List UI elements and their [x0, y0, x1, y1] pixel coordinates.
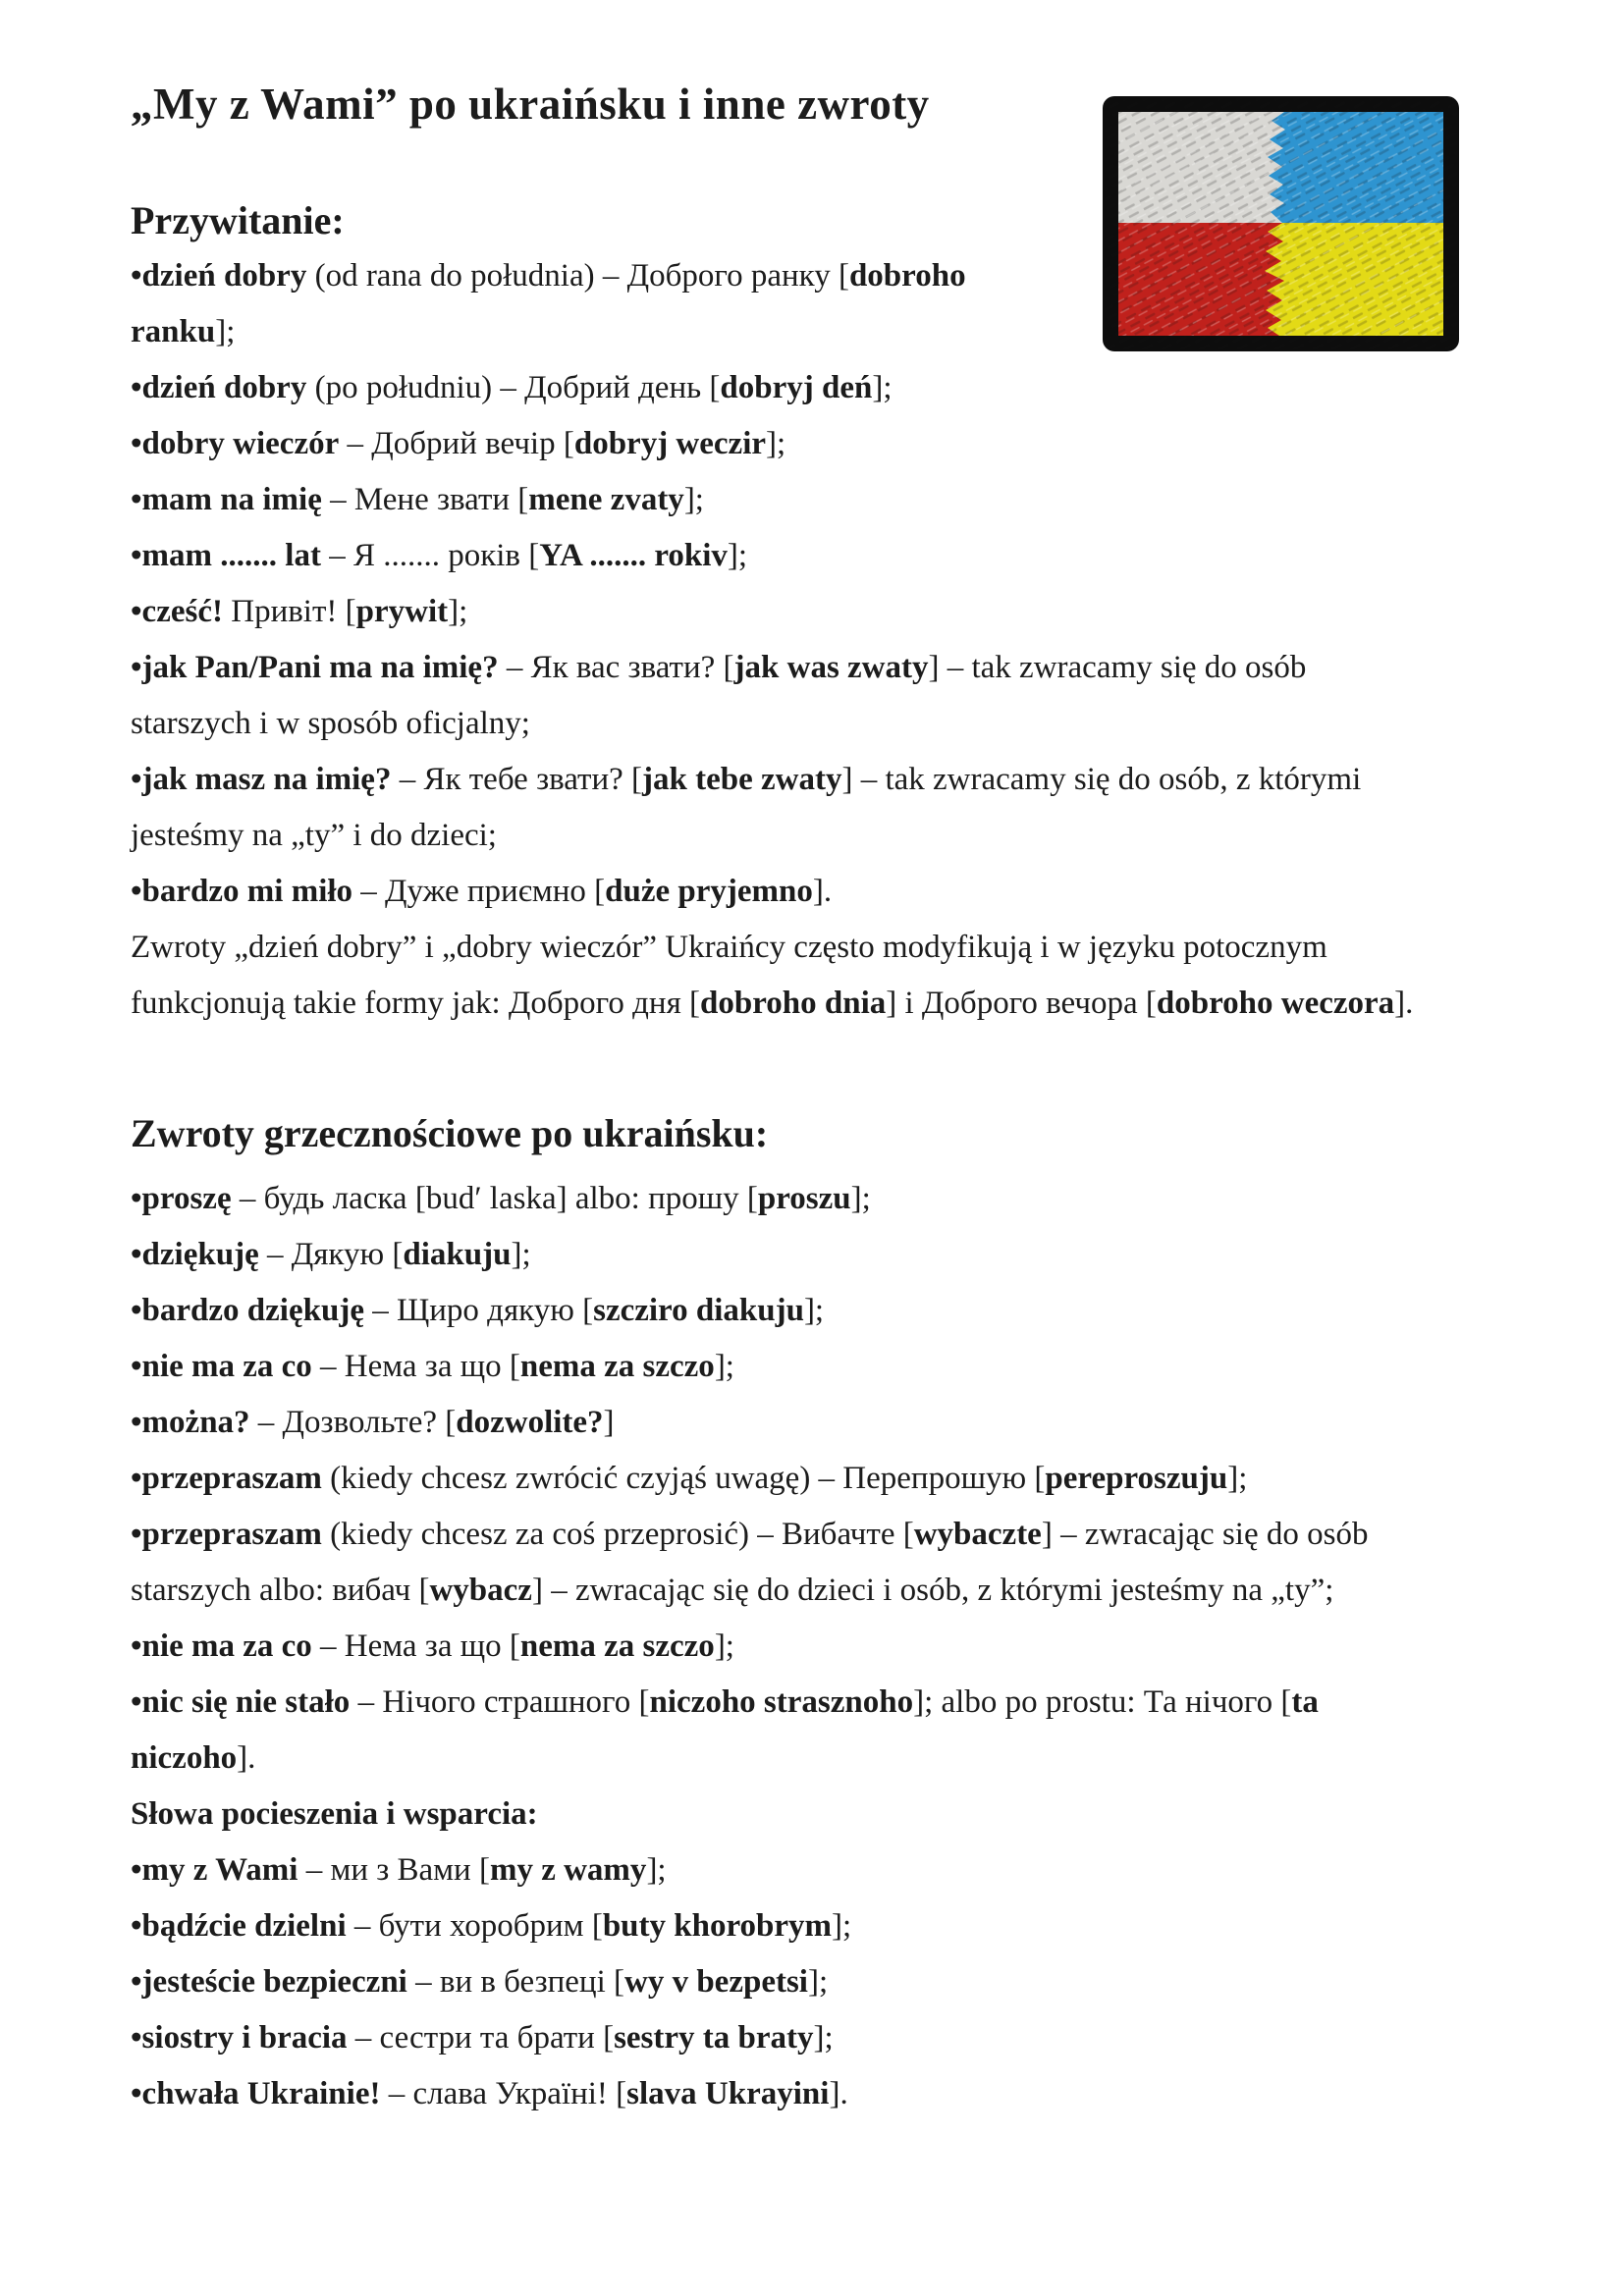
text-line: •przepraszam (kiedy chcesz zwrócić czyjąś uwagę) – Перепрошую [pereproszuju];	[131, 1461, 1248, 1496]
text-line: •dobry wieczór – Добрий вечір [dobryj weczir];	[131, 426, 786, 461]
section-zwroty-grzecznosciowe-lines	[131, 1171, 1535, 2122]
text-line: •cześć! Привіт! [prywit];	[131, 594, 468, 629]
text-line: starszych i w sposób oficjalny;	[131, 706, 530, 741]
text-line: funkcjonują takie formy jak: Доброго дня [dobroho dnia] i Доброго вечора [dobroho weczora].	[131, 986, 1414, 1021]
text-line: •nic się nie stało – Нічого страшного [niczoho strasznoho]; albo po prostu: Та нічого [ta	[131, 1684, 1319, 1720]
section-heading-zwroty-grzecznosciowe: Zwroty grzecznościowe po ukraińsku:	[131, 1111, 769, 1155]
document-title: „My z Wami” po ukraińsku i inne zwroty	[131, 80, 930, 129]
text-line: •jesteście bezpieczni – ви в безпеці [wy v bezpetsi];	[131, 1964, 829, 2000]
text-line: •siostry i bracia – сестри та брати [sestry ta braty];	[131, 2020, 834, 2056]
text-line: •dzień dobry (od rana do południa) – Доброго ранку [dobroho	[131, 258, 966, 294]
text-line: •bądźcie dzielni – бути хоробрим [buty khorobrym];	[131, 1908, 852, 1944]
text-line: •bardzo mi miło – Дуже приємно [duże pryjemno].	[131, 874, 833, 909]
text-line: •proszę – будь ласка [bud′ laska] albo: прошу [proszu];	[131, 1181, 871, 1216]
text-line: Słowa pocieszenia i wsparcia:	[131, 1796, 538, 1832]
section-przywitanie-lines	[131, 248, 1535, 1032]
text-line: •bardzo dziękuję – Щиро дякую [szcziro diakuju];	[131, 1293, 825, 1328]
text-line: •jak Pan/Pani ma na imię? – Як вас звати? [jak was zwaty] – tak zwracamy się do osób	[131, 650, 1307, 685]
text-line: Zwroty „dzień dobry” i „dobry wieczór” Ukraińcy często modyfikują i w języku potocznym	[131, 930, 1327, 965]
text-line: starszych albo: вибач [wybacz] – zwracając się do dzieci i osób, z którymi jesteśmy na „ty”;	[131, 1573, 1334, 1608]
section-heading-przywitanie: Przywitanie:	[131, 198, 345, 242]
text-line: •dzień dobry (po południu) – Добрий день [dobryj deń];	[131, 370, 893, 405]
text-line: •mam ....... lat – Я ....... років [YA ....... rokiv];	[131, 538, 748, 573]
text-line: •jak masz na imię? – Як тебе звати? [jak tebe zwaty] – tak zwracamy się do osób, z którymi	[131, 762, 1362, 797]
document-content	[131, 0, 1535, 2122]
text-line: •nie ma za co – Нема за що [nema za szczo];	[131, 1349, 734, 1384]
text-line: •my z Wami – ми з Вами [my z wamy];	[131, 1852, 667, 1888]
text-line: ranku];	[131, 314, 236, 349]
text-line: •przepraszam (kiedy chcesz za coś przeprosić) – Вибачте [wybaczte] – zwracając się do osób	[131, 1517, 1369, 1552]
text-line: niczoho].	[131, 1740, 256, 1776]
text-line: jesteśmy na „ty” i do dzieci;	[131, 818, 497, 853]
text-line: •można? – Дозвольте? [dozwolite?]	[131, 1405, 615, 1440]
text-line: •nie ma za co – Нема за що [nema za szczo];	[131, 1629, 734, 1664]
text-line: •dziękuję – Дякую [diakuju];	[131, 1237, 531, 1272]
text-line: •mam na imię – Мене звати [mene zvaty];	[131, 482, 704, 517]
text-line: •chwała Ukrainie! – слава Україні! [slava Ukrayini].	[131, 2076, 848, 2111]
